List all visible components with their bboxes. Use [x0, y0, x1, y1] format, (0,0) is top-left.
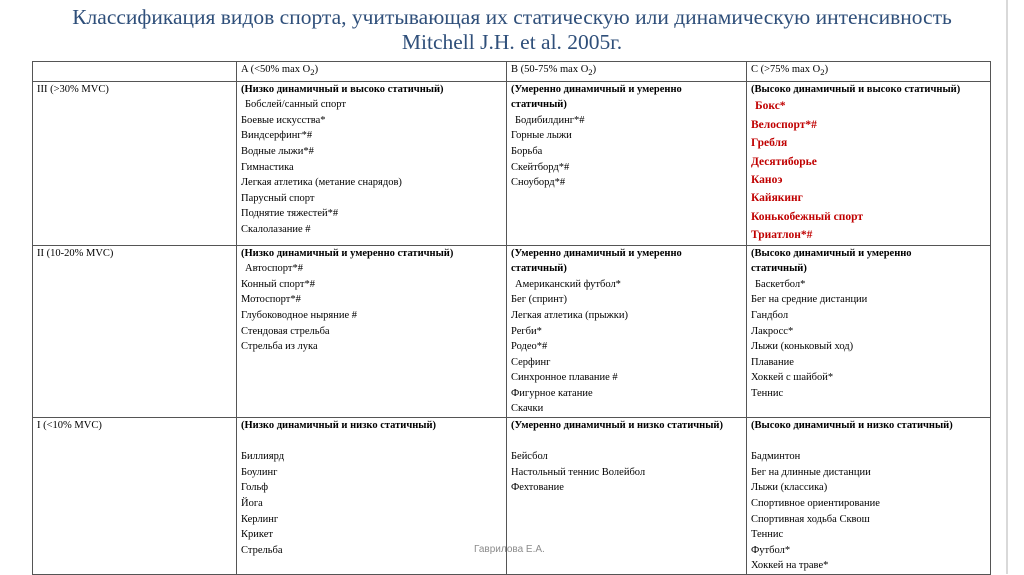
list-item: Бег (спринт) [511, 294, 567, 306]
list-item: Стендовая стрельба [241, 325, 330, 337]
list-item: Синхронное плавание # [511, 372, 618, 384]
header-col-c: C (>75% $\max O_2$) [747, 62, 991, 82]
list-item: Боулинг [241, 466, 278, 478]
list-item: Хоккей с шайбой* [751, 372, 834, 384]
list-item: Бобслей/санный спорт [245, 99, 346, 111]
list-item: Хоккей на траве* [751, 560, 829, 572]
cell-a [237, 418, 507, 575]
cell-heading: (Умеренно динамичный и умеренно [511, 247, 682, 259]
cell-c [747, 81, 991, 245]
cell-heading: (Низко динамичный и низко статичный) [241, 420, 437, 432]
list-item: Настольный теннис Волейбол [511, 466, 646, 478]
list-item: Легкая атлетика (прыжки) [511, 309, 629, 321]
cell-c [747, 245, 991, 418]
title-line-1: Классификация видов спорта, учитывающая их статическую или динамическую интенсивность [72, 5, 952, 29]
list-item: Американский футбол* [515, 278, 621, 290]
cell-heading: (Умеренно динамичный и низко статичный) [511, 420, 723, 432]
list-item-highlight: Кайякинг [751, 192, 803, 205]
list-item: Спортивное ориентирование [751, 498, 880, 510]
list-item: Стрельба [241, 544, 283, 556]
cell-heading-cont: статичный) [511, 263, 567, 275]
list-item: Горные лыжи [511, 130, 572, 142]
cell-heading-cont: статичный) [511, 99, 567, 111]
list-item: Теннис [751, 387, 784, 399]
spacer [751, 434, 986, 450]
cell-heading: (Высоко динамичный и умеренно [751, 247, 912, 259]
spacer [241, 434, 502, 450]
list-item: Родео*# [511, 341, 548, 353]
list-item: Глубоководное ныряние # [241, 309, 358, 321]
list-item: Скейтборд*# [511, 161, 570, 173]
table-header-row [33, 62, 991, 82]
list-item: Скачки [511, 403, 544, 415]
list-item: Лакросс* [751, 325, 794, 337]
cell-heading: (Низко динамичный и высоко статичный) [241, 83, 444, 95]
list-item: Гольф [241, 482, 269, 494]
list-item: Регби* [511, 325, 542, 337]
list-item: Бодибилдинг*# [515, 114, 585, 126]
list-item: Спортивная ходьба Сквош [751, 513, 870, 525]
list-item: Мотоспорт*# [241, 294, 301, 306]
table-row [33, 81, 991, 245]
list-item-highlight: Гребля [751, 137, 788, 150]
list-item: Бег на длинные дистанции [751, 466, 871, 478]
list-item: Теннис [751, 529, 784, 541]
list-item: Гандбол [751, 309, 789, 321]
list-item: Керлинг [241, 513, 279, 525]
list-item: Поднятие тяжестей*# [241, 208, 339, 220]
cell-b [507, 245, 747, 418]
list-item-highlight: Конькобежный спорт [751, 210, 863, 223]
cell-heading: (Высоко динамичный и низко статичный) [751, 420, 953, 432]
list-item-highlight: Каноэ [751, 173, 783, 186]
list-item: Водные лыжи*# [241, 146, 314, 158]
list-item-highlight: Велоспорт*# [751, 118, 817, 131]
list-item-highlight: Десятиборье [751, 155, 817, 168]
list-item: Бег на средние дистанции [751, 294, 868, 306]
list-item: Футбол* [751, 544, 791, 556]
table-row [33, 245, 991, 418]
header-corner-cell [33, 62, 237, 82]
list-item-highlight: Триатлон*# [751, 229, 813, 242]
list-item: Йога [241, 498, 263, 510]
cell-b [507, 81, 747, 245]
cell-heading: (Умеренно динамичный и умеренно [511, 83, 682, 95]
list-item: Борьба [511, 146, 543, 158]
list-item: Сноуборд*# [511, 177, 566, 189]
list-item: Парусный спорт [241, 192, 315, 204]
slide-title [0, 5, 1024, 55]
list-item-highlight: Бокс* [755, 100, 786, 113]
list-item: Бадминтон [751, 451, 801, 463]
title-line-2: Mitchell J.H. et al. 2005г. [401, 30, 623, 54]
list-item: Автоспорт*# [245, 263, 303, 275]
list-item: Конный спорт*# [241, 278, 315, 290]
list-item: Лыжи (классика) [751, 482, 828, 494]
row-label: I (<10% MVC) [33, 418, 237, 575]
list-item: Лыжи (коньковый ход) [751, 341, 854, 353]
list-item: Стрельба из лука [241, 341, 318, 353]
list-item: Фехтование [511, 482, 564, 494]
list-item: Биллиярд [241, 451, 285, 463]
cell-heading-cont: статичный) [751, 263, 807, 275]
list-item: Серфинг [511, 356, 551, 368]
list-item: Крикет [241, 529, 273, 541]
cell-heading: (Низко динамичный и умеренно статичный) [241, 247, 454, 259]
list-item: Плавание [751, 356, 794, 368]
list-item: Бейсбол [511, 451, 548, 463]
author-footer: Гаврилова Е.А. [474, 544, 545, 555]
sports-classification-table [32, 61, 991, 575]
row-label: III (>30% MVC) [33, 81, 237, 245]
list-item: Баскетбол* [755, 278, 806, 290]
list-item: Скалолазание # [241, 224, 311, 236]
header-col-a: A (<50% $\max O_2$) [237, 62, 507, 82]
row-label: II (10-20% MVC) [33, 245, 237, 418]
list-item: Фигурное катание [511, 387, 593, 399]
header-col-b: B (50-75% $\max O_2$) [507, 62, 747, 82]
cell-a [237, 245, 507, 418]
cell-c [747, 418, 991, 575]
cell-heading: (Высоко динамичный и высоко статичный) [751, 83, 961, 95]
list-item: Гимнастика [241, 161, 294, 173]
list-item: Легкая атлетика (метание снарядов) [241, 177, 402, 189]
list-item: Боевые искусства* [241, 114, 326, 126]
list-item: Виндсерфинг*# [241, 130, 313, 142]
cell-a [237, 81, 507, 245]
slide-edge-bar [1006, 0, 1008, 574]
spacer [511, 434, 742, 450]
